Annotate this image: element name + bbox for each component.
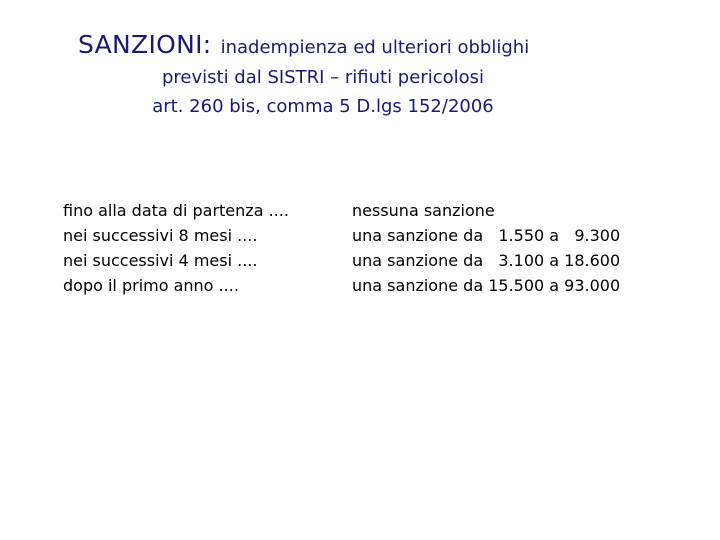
subtitle-line-2: art. 260 bis, comma 5 D.lgs 152/2006 xyxy=(152,96,494,117)
sanctions-column xyxy=(352,198,620,298)
sanction-item: nessuna sanzione xyxy=(352,201,495,220)
title-rest: inadempienza ed ulteriori obblighi xyxy=(220,37,530,58)
subtitle-line-1: previsti dal SISTRI – rifiuti pericolosi xyxy=(161,67,485,88)
period-item: nei successivi 8 mesi .... xyxy=(63,226,258,245)
period-item: nei successivi 4 mesi .... xyxy=(63,251,258,270)
period-item: dopo il primo anno .... xyxy=(63,276,239,295)
periods-column xyxy=(63,198,289,298)
sanction-item: una sanzione da 15.500 a 93.000 xyxy=(352,276,621,295)
sanction-item: una sanzione da 3.100 a 18.600 xyxy=(352,251,621,270)
period-item: fino alla data di partenza .... xyxy=(63,201,289,220)
sanction-item: una sanzione da 1.550 a 9.300 xyxy=(352,226,621,245)
title-main: SANZIONI: xyxy=(78,30,212,59)
page-title xyxy=(78,30,529,59)
